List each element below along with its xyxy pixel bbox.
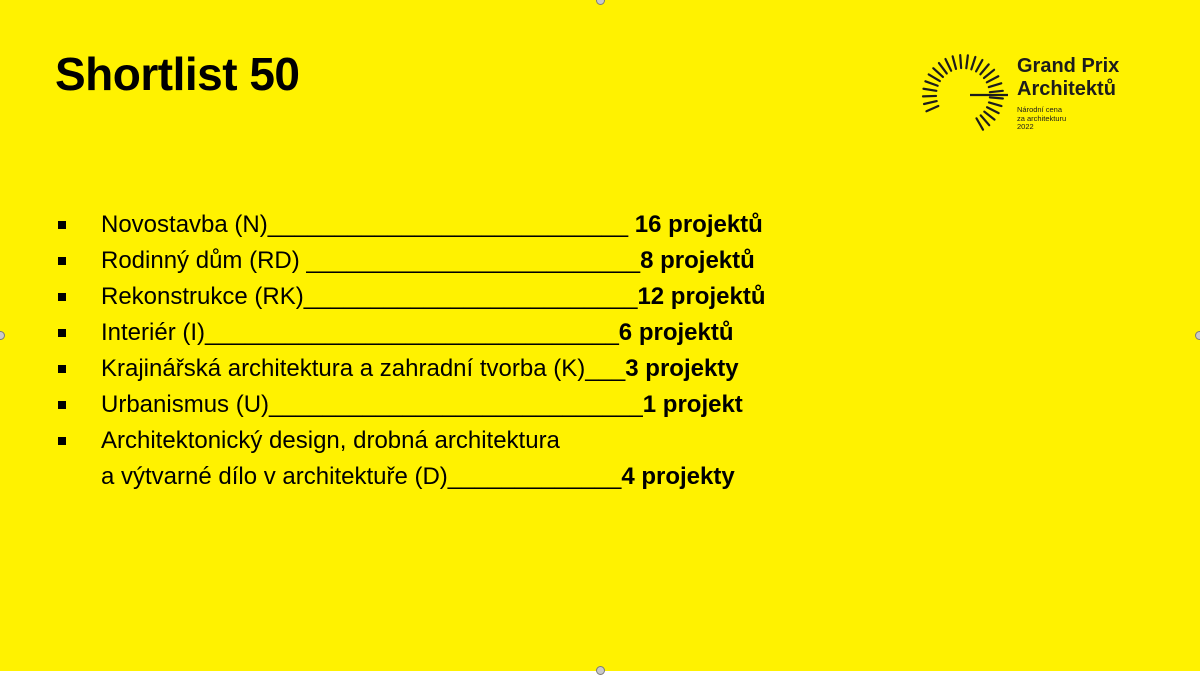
list-item <box>55 387 1055 423</box>
bullet-icon <box>58 329 66 337</box>
project-count: 16 projektů <box>635 211 763 238</box>
sunburst-ray <box>924 101 937 104</box>
sunburst-ray <box>933 68 943 77</box>
sunburst-ray <box>960 55 961 68</box>
logo-subtitle-line2: za architekturu <box>1017 115 1167 124</box>
sunburst-ray <box>929 74 940 81</box>
list-item <box>55 351 1055 387</box>
sunburst-ray <box>966 55 968 68</box>
sunburst-ray <box>984 70 994 78</box>
project-count: 3 projekty <box>625 355 738 382</box>
sunburst-ray <box>980 64 988 74</box>
project-count: 4 projekty <box>621 463 734 490</box>
category-label: Interiér (I) <box>101 319 205 346</box>
sunburst-ray <box>990 97 1003 98</box>
bullet-icon <box>58 401 66 409</box>
project-count: 12 projektů <box>637 283 765 310</box>
leader-line: ___________________________ <box>268 211 635 238</box>
project-count: 8 projektů <box>640 247 755 274</box>
bullet-icon <box>58 293 66 301</box>
bullet-icon <box>58 257 66 265</box>
category-label: Rekonstrukce (RK) <box>101 283 304 310</box>
list-item <box>55 243 1055 279</box>
category-label: Urbanismus (U) <box>101 391 269 418</box>
bullet-icon <box>58 365 66 373</box>
leader-line: ___ <box>585 355 625 382</box>
category-label: Novostavba (N) <box>101 211 268 238</box>
logo-name-line2: Architektů <box>1017 78 1167 101</box>
sunburst-ray <box>989 83 1001 87</box>
sunburst-ray <box>953 56 956 69</box>
logo-name-line1: Grand Prix <box>1017 55 1167 78</box>
leader-line: _________________________ <box>304 283 638 310</box>
sunburst-ray <box>981 115 990 125</box>
sunburst-ray <box>987 107 999 113</box>
category-label-line2: a výtvarné dílo v architektuře (D) <box>101 463 448 490</box>
sunburst-ray <box>945 59 951 71</box>
category-list <box>55 207 1055 495</box>
list-item <box>55 279 1055 315</box>
leader-line: ____________________________ <box>269 391 643 418</box>
category-label: Rodinný dům (RD) <box>101 247 306 274</box>
sunburst-ray <box>926 106 938 111</box>
logo-text <box>1017 55 1167 132</box>
sunburst-ray <box>990 91 1003 92</box>
resize-handle-right[interactable] <box>1195 331 1200 340</box>
sunburst-ray <box>971 57 975 69</box>
sunburst-ray <box>984 112 994 120</box>
sunburst-ray <box>976 60 982 71</box>
bullet-icon <box>58 221 66 229</box>
sunburst-ray <box>939 63 947 73</box>
sunburst-ray <box>989 102 1002 106</box>
leader-line: _______________________________ <box>205 319 619 346</box>
leader-line: _____________ <box>448 463 622 490</box>
sunburst-ray <box>977 118 984 129</box>
project-count: 6 projektů <box>619 319 734 346</box>
list-item <box>55 423 1055 459</box>
bullet-icon <box>58 437 66 445</box>
sunburst-ray <box>987 76 998 82</box>
list-item <box>55 207 1055 243</box>
logo-subtitle-line1: Národní cena <box>1017 106 1167 115</box>
logo-year: 2022 <box>1017 123 1167 132</box>
sunburst-ray <box>923 89 936 91</box>
list-item <box>55 315 1055 351</box>
leader-line: _________________________ <box>306 247 640 274</box>
category-label-line1: Architektonický design, drobná architektura <box>101 427 560 454</box>
list-item-continuation <box>55 459 1055 495</box>
project-count: 1 projekt <box>643 391 743 418</box>
sunburst-ray <box>925 81 937 85</box>
logo <box>918 50 1168 145</box>
sunburst-icon <box>918 50 1008 140</box>
category-label: Krajinářská architektura a zahradní tvorba (K) <box>101 355 585 382</box>
slide-title: Shortlist 50 <box>55 46 300 102</box>
